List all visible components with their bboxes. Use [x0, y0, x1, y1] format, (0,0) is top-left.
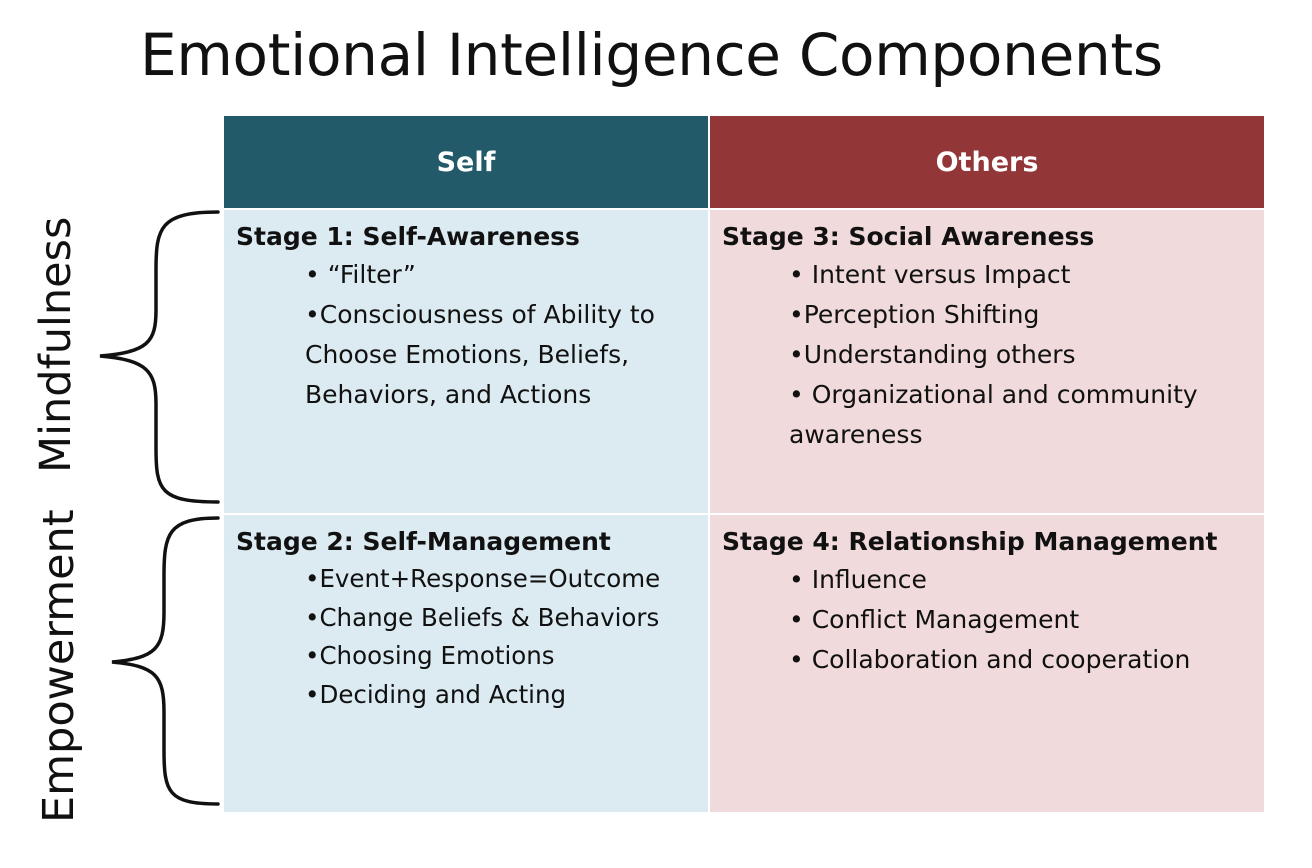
self-column-header [224, 116, 708, 208]
list-item: •Perception Shifting [789, 300, 1040, 329]
empowerment-label: Empowerment [34, 509, 84, 823]
list-item: • Influence [789, 565, 927, 594]
list-item: •Understanding others [789, 340, 1076, 369]
stage-4-title: Stage 4: Relationship Management [722, 527, 1218, 556]
mindfulness-brace [100, 212, 218, 502]
list-item: • Collaboration and cooperation [789, 645, 1191, 674]
list-item: • Organizational and community awareness [789, 380, 1198, 449]
list-item: • “Filter” [305, 260, 416, 289]
stage-3-cell [710, 210, 1264, 513]
stage-1-cell [224, 210, 708, 513]
stage-4-cell [710, 515, 1264, 812]
stage-1-title: Stage 1: Self-Awareness [236, 222, 580, 251]
stage-2-cell [224, 515, 708, 812]
list-item: •Deciding and Acting [305, 679, 567, 709]
stage-2-title: Stage 2: Self-Management [236, 527, 611, 556]
list-item: •Choosing Emotions [305, 641, 555, 670]
self-header-label: Self [436, 146, 496, 178]
stage-3-title: Stage 3: Social Awareness [722, 222, 1095, 251]
list-item: • Intent versus Impact [789, 260, 1071, 289]
list-item: • Conflict Management [789, 605, 1080, 634]
ei-matrix [224, 116, 1264, 812]
mindfulness-label: Mindfulness [31, 216, 81, 473]
others-header-label: Others [935, 146, 1039, 178]
list-item: •Event+Response=Outcome [305, 564, 661, 593]
page-title: Emotional Intelligence Components [140, 21, 1163, 89]
list-item: •Change Beliefs & Behaviors [305, 602, 660, 632]
list-item: •Consciousness of Ability to Choose Emotions, Beliefs, Behaviors, and Actions [305, 300, 655, 409]
others-column-header [710, 116, 1264, 208]
empowerment-brace [112, 518, 218, 804]
